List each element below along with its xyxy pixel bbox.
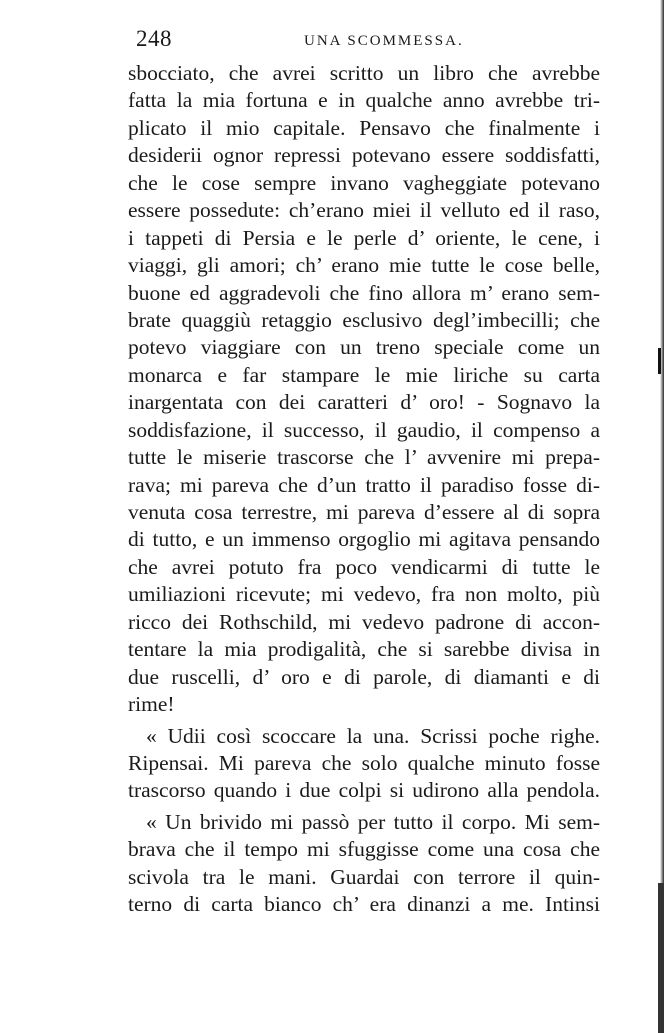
- paragraph-first-line: « Un brivido mi passò per tutto il corpo. Mi sem-: [146, 809, 600, 834]
- page-corner-shadow: [658, 883, 664, 1033]
- text-line: terno di carta bianco ch’ era dinanzi a me. Intinsi: [128, 892, 600, 917]
- text-line: tentare la mia prodigalità, che si sarebbe divisa in: [128, 637, 600, 662]
- text-line: trascorso quando i due colpi si udirono alla pendola.: [128, 778, 600, 803]
- page-edge-shadow: [660, 0, 664, 1033]
- text-line: scivola tra le mani. Guardai con terrore il quin-: [128, 864, 600, 889]
- text-line: due ruscelli, d’ oro e di parole, di diamanti e di: [128, 664, 600, 689]
- text-line: rava; mi pareva che d’un tratto il paradiso fosse di-: [128, 472, 600, 497]
- text-line: plicato il mio capitale. Pensavo che finalmente i: [128, 115, 600, 140]
- text-line: venuta cosa terrestre, mi pareva d’essere al di sopra: [128, 500, 600, 524]
- text-line: che avrei potuto fra poco vendicarmi di tutte le: [128, 554, 600, 579]
- text-line: fatta la mia fortuna e in qualche anno avrebbe tri-: [128, 88, 600, 113]
- text-line: brava che il tempo mi sfuggisse come una cosa che: [128, 837, 600, 862]
- text-line: rime!: [128, 692, 175, 717]
- text-line: sbocciato, che avrei scritto un libro che avrebbe: [128, 61, 600, 85]
- text-line: monarca e far stampare le mie liriche su carta: [128, 362, 600, 387]
- text-line: che le cose sempre invano vagheggiate potevano: [128, 170, 600, 195]
- text-line: Ripensai. Mi pareva che solo qualche minuto fosse: [128, 750, 600, 775]
- text-line: desiderii ognor repressi potevano essere soddisfatti,: [128, 143, 600, 168]
- text-line: tutte le miserie trascorse che l’ avvenire mi prepa-: [128, 445, 600, 470]
- text-line: umiliazioni ricevute; mi vedevo, fra non molto, più: [128, 582, 600, 607]
- text-line: di tutto, e un immenso orgoglio mi agitava pensando: [128, 527, 600, 552]
- text-line: buone ed aggradevoli che fino allora m’ erano sem-: [128, 280, 600, 305]
- body-text: [128, 60, 600, 919]
- text-line: viaggi, gli amori; ch’ erano mie tutte le cose belle,: [128, 253, 600, 278]
- scan-edge-mark: [658, 348, 661, 374]
- text-line: potevo viaggiare con un treno speciale come un: [128, 335, 600, 360]
- paragraph-first-line: « Udii così scoccare la una. Scrissi poche righe.: [146, 723, 600, 748]
- text-line: essere possedute: ch’erano miei il velluto ed il raso,: [128, 198, 600, 223]
- page-number: 248: [136, 26, 172, 51]
- text-line: inargentata con dei caratteri d’ oro! - Sognavo la: [128, 390, 600, 415]
- running-head: [136, 26, 596, 56]
- text-line: soddisfazione, il successo, il gaudio, il compenso a: [128, 417, 600, 442]
- text-line: ricco dei Rothschild, mi vedevo padrone di accon-: [128, 609, 600, 634]
- text-line: brate quaggiù retaggio esclusivo degl’imbecilli; che: [128, 307, 600, 332]
- text-line: i tappeti di Persia e le perle d’ oriente, le cene, i: [128, 225, 600, 250]
- running-title: UNA SCOMMESSA.: [304, 33, 464, 49]
